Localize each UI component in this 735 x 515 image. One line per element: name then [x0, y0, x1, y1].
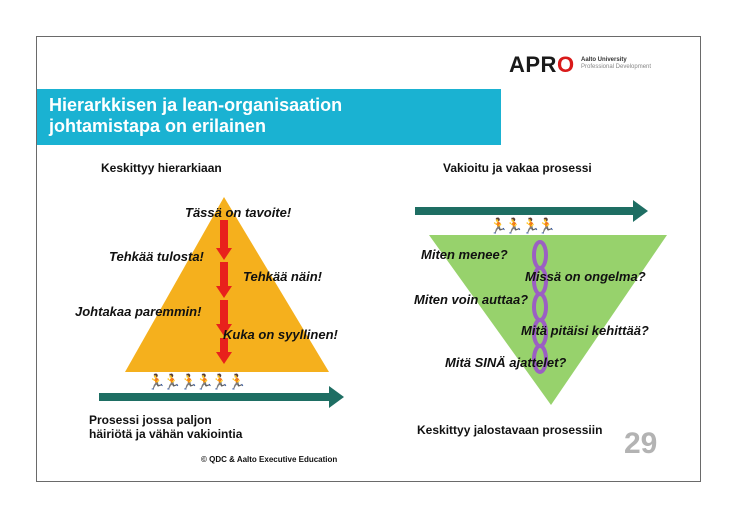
phrase-who-guilty: Kuka on syyllinen! — [223, 327, 338, 342]
slide — [36, 36, 701, 482]
phrase-lead-better: Johtakaa paremmin! — [75, 304, 202, 319]
right-footer-text: Keskittyy jalostavaan prosessiin — [417, 423, 603, 437]
phrase-do-this: Tehkää näin! — [243, 269, 322, 284]
page-number: 29 — [624, 427, 658, 460]
question-what-you-think: Mitä SINÄ ajattelet? — [445, 355, 567, 370]
left-heading: Keskittyy hierarkiaan — [101, 161, 222, 175]
right-heading: Vakioitu ja vakaa prosessi — [443, 161, 592, 175]
phrase-goal: Tässä on tavoite! — [185, 205, 292, 220]
running-people-icon: 🏃🏃 🏃🏃 — [489, 218, 553, 235]
apro-logo-text: APRO — [509, 52, 575, 77]
left-footer-text: Prosessi jossa paljon häiriötä ja vähän vakiointia — [89, 413, 243, 441]
logo-subtitle: Aalto University Professional Development — [581, 57, 652, 70]
question-where-problem: Missä on ongelma? — [525, 269, 646, 284]
slide-title: Hierarkkisen ja lean-organisaation johtamistapa on erilainen — [49, 95, 343, 136]
copyright: © QDC & Aalto Executive Education — [201, 455, 338, 464]
running-people-icon: 🏃🏃 🏃🏃🏃 🏃 — [147, 374, 244, 391]
phrase-results: Tehkää tulosta! — [109, 249, 204, 264]
question-what-improve: Mitä pitäisi kehittää? — [521, 323, 649, 338]
question-how-going: Miten menee? — [421, 247, 508, 262]
question-how-help: Miten voin auttaa? — [414, 292, 529, 307]
